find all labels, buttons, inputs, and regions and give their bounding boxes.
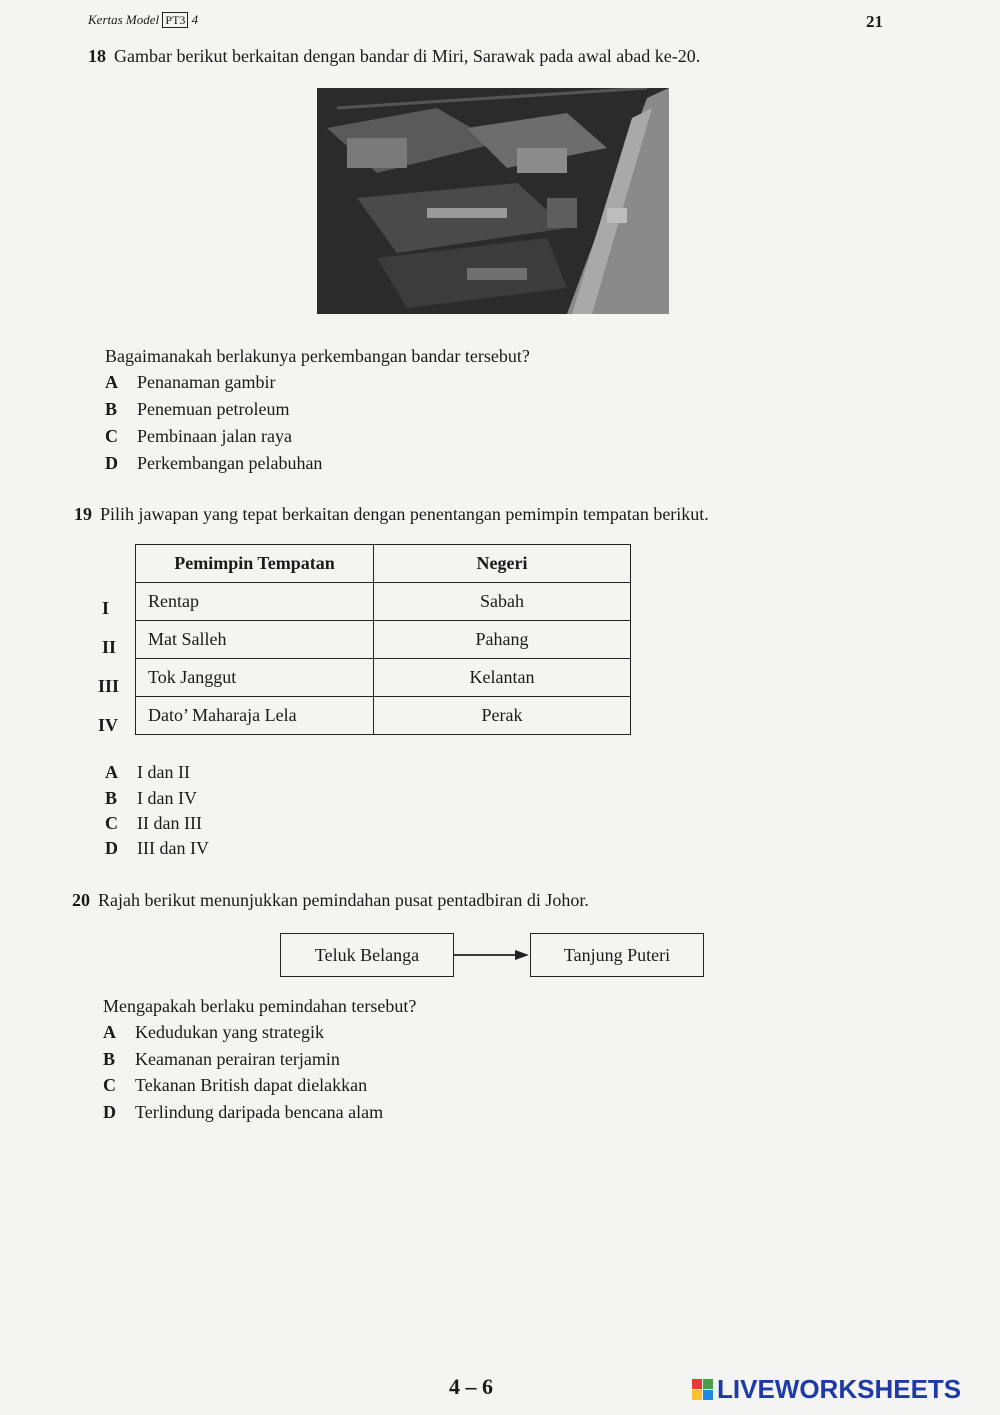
arrow-right-icon (453, 945, 531, 965)
question-text: Gambar berikut berkaitan dengan bandar di Miri, Sarawak pada awal abad ke-20. (114, 46, 701, 66)
table-row (136, 583, 631, 621)
q18-option-d[interactable]: D Perkembangan pelabuhan (105, 453, 323, 473)
brand-name: LIVEWORKSHEETS (717, 1374, 962, 1404)
leaders-table (135, 544, 631, 735)
q20-option-b[interactable]: B Keamanan perairan terjamin (103, 1049, 340, 1069)
header-state: Negeri (374, 545, 631, 583)
question-number: 18 (88, 46, 106, 66)
roman-numeral: III (98, 676, 120, 696)
question-20-stem (72, 890, 589, 911)
liveworksheets-logo-icon (692, 1379, 713, 1400)
roman-numeral: IV (98, 715, 119, 735)
q20-option-d[interactable]: D Terlindung daripada bencana alam (103, 1102, 384, 1122)
leader-cell: Tok Janggut (136, 659, 374, 697)
miri-town-photo (317, 88, 669, 314)
question-20-question: Mengapakah berlaku pemindahan tersebut? (103, 996, 417, 1016)
question-text: Rajah berikut menunjukkan pemindahan pusat pentadbiran di Johor. (98, 890, 589, 910)
state-cell: Kelantan (374, 659, 631, 697)
photo-illustration (317, 88, 669, 314)
table-header-row (136, 545, 631, 583)
paper-label: Kertas Model (88, 12, 160, 27)
question-number: 20 (72, 890, 90, 910)
paper-header (88, 12, 198, 28)
page-code: 4 – 6 (449, 1374, 493, 1399)
q18-option-b[interactable]: B Penemuan petroleum (105, 399, 290, 419)
leader-cell: Mat Salleh (136, 621, 374, 659)
question-number: 19 (74, 504, 92, 524)
liveworksheets-brand[interactable] (692, 1374, 961, 1405)
header-leader: Pemimpin Tempatan (136, 545, 374, 583)
state-cell: Perak (374, 697, 631, 735)
table-row (136, 659, 631, 697)
q20-option-a[interactable]: A Kedudukan yang strategik (103, 1022, 324, 1042)
q19-option-b[interactable]: B I dan IV (105, 788, 197, 808)
question-text: Pilih jawapan yang tepat berkaitan dengan penentangan pemimpin tempatan berikut. (100, 504, 709, 524)
q18-option-c[interactable]: C Pembinaan jalan raya (105, 426, 292, 446)
q18-option-a[interactable]: A Penanaman gambir (105, 372, 276, 392)
roman-numeral: II (102, 637, 117, 657)
pt3-box: PT3 (162, 12, 188, 28)
paper-number: 4 (191, 12, 199, 27)
state-cell: Pahang (374, 621, 631, 659)
q19-option-a[interactable]: A I dan II (105, 762, 190, 782)
leader-cell: Dato’ Maharaja Lela (136, 697, 374, 735)
roman-numeral: I (102, 598, 110, 618)
from-location-box: Teluk Belanga (280, 933, 454, 977)
question-18-stem (88, 46, 700, 67)
state-cell: Sabah (374, 583, 631, 621)
page-number: 21 (866, 12, 883, 31)
q19-option-d[interactable]: D III dan IV (105, 838, 209, 858)
q20-option-c[interactable]: C Tekanan British dapat dielakkan (103, 1075, 368, 1095)
question-18-question: Bagaimanakah berlakunya perkembangan bandar tersebut? (105, 346, 530, 366)
question-19-stem (74, 504, 709, 525)
leader-cell: Rentap (136, 583, 374, 621)
to-location-box: Tanjung Puteri (530, 933, 704, 977)
q19-option-c[interactable]: C II dan III (105, 813, 202, 833)
table-row (136, 697, 631, 735)
table-row (136, 621, 631, 659)
